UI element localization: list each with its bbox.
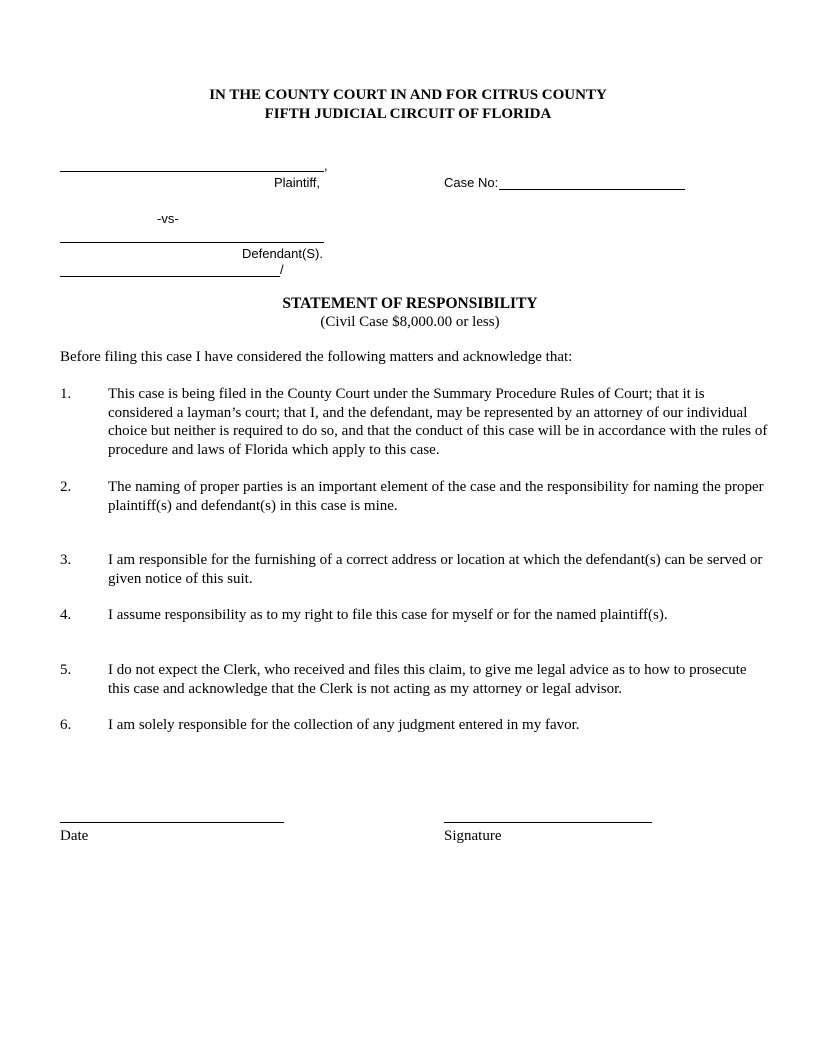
plaintiff-name-line[interactable] — [60, 171, 324, 172]
statement-title: STATEMENT OF RESPONSIBILITY — [282, 295, 538, 312]
item-text: I do not expect the Clerk, who received and files this claim, to give me legal advice as to how to prosecute this case and acknowledge that the Clerk is not acting as my attorney or legal advisor. — [108, 662, 747, 697]
item-number: 2. — [60, 479, 72, 495]
item-number: 3. — [60, 552, 72, 568]
item-text: I assume responsibility as to my right to file this case for myself or for the named plaintiff(s). — [108, 607, 668, 623]
plaintiff-comma: , — [324, 158, 328, 173]
plaintiff-label: Plaintiff, — [274, 175, 321, 190]
signature-label: Signature — [444, 828, 502, 844]
date-label: Date — [60, 828, 89, 844]
judicial-circuit: FIFTH JUDICIAL CIRCUIT OF FLORIDA — [264, 106, 552, 122]
statement-subtitle: (Civil Case $8,000.00 or less) — [320, 314, 500, 330]
vs-label: -vs- — [157, 211, 179, 226]
court-name: IN THE COUNTY COURT IN AND FOR CITRUS COUNTY — [209, 87, 607, 103]
item-text: I am responsible for the furnishing of a correct address or location at which the defendant(s) can be served or given notice of this suit. — [108, 552, 763, 587]
caption-closing-line — [60, 276, 280, 277]
defendant-name-line[interactable] — [60, 242, 324, 243]
caption-slash: / — [280, 262, 284, 277]
item-number: 6. — [60, 717, 72, 733]
defendant-label: Defendant(S). — [242, 246, 323, 261]
date-line[interactable] — [60, 822, 284, 823]
item-text: This case is being filed in the County Court under the Summary Procedure Rules of Court; that it is considered a layman’s court; that I, and the defendant, may be represented by an attorney of our individual choice but neither is required to do so, and that the conduct of this case will be in accordance with the rules of procedure and laws of Florida which apply to this case. — [108, 386, 768, 458]
item-number: 5. — [60, 662, 72, 678]
item-text: The naming of proper parties is an important element of the case and the responsibility for naming the proper plaintiff(s) and defendant(s) in this case is mine. — [108, 479, 764, 514]
item-number: 1. — [60, 386, 72, 402]
item-number: 4. — [60, 607, 72, 623]
signature-line[interactable] — [444, 822, 652, 823]
intro-text: Before filing this case I have considered the following matters and acknowledge that: — [60, 349, 573, 365]
item-text: I am solely responsible for the collection of any judgment entered in my favor. — [108, 717, 580, 733]
case-no-line[interactable] — [499, 189, 685, 190]
case-no-label: Case No: — [444, 175, 499, 190]
